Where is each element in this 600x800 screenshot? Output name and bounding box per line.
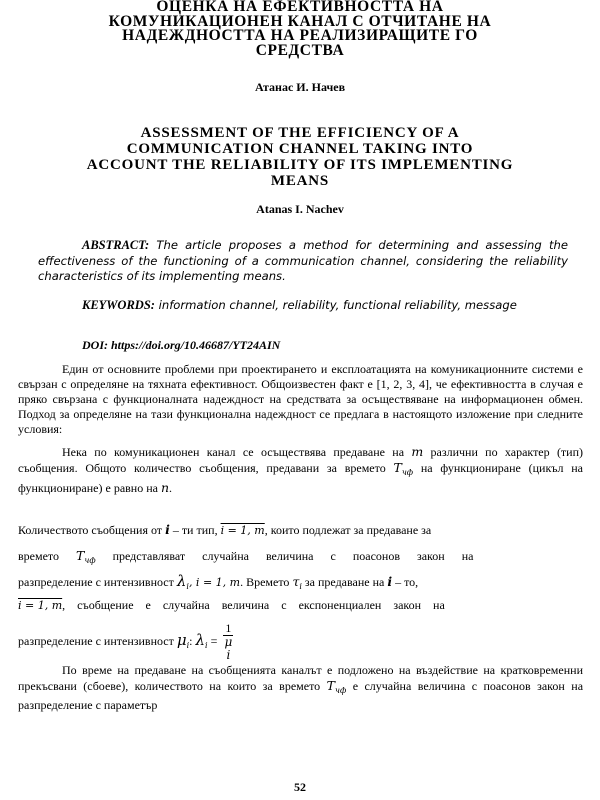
math-m: m xyxy=(411,444,424,459)
page-number: 52 xyxy=(294,780,306,794)
keywords-label: KEYWORDS: xyxy=(82,298,155,312)
title-en-line: COMMUNICATION CHANNEL TAKING INTO xyxy=(126,141,474,157)
title-bg-line: НАДЕЖДНОСТТА НА РЕАЛИЗИРАЩИТЕ ГО xyxy=(122,27,478,44)
abstract-text: The article proposes a method for determining and assessing the effectiveness of the functioning of a communication channel, considering the reliability characteristics of its implementing means. xyxy=(38,238,568,283)
math-range: i = 1, m xyxy=(220,524,265,537)
math-i: i xyxy=(165,522,170,537)
math-n: n xyxy=(160,480,170,495)
author-bulgarian: Атанас И. Начев xyxy=(254,80,346,94)
title-en-line: MEANS xyxy=(270,173,330,189)
math-T: $T_{чф}$ xyxy=(393,460,414,477)
line-distribution xyxy=(18,574,583,594)
text-run: , които подлежат за предаване за xyxy=(264,523,432,537)
doi-link[interactable]: DOI: https://doi.org/10.46687/YT24AIN xyxy=(82,338,281,352)
keywords-text: information channel, reliability, functional reliability, message xyxy=(158,298,517,312)
text-run: разпределение с интензивност xyxy=(18,633,174,648)
math-range: i = 1, m xyxy=(18,599,63,612)
text-run: различни по характер (тип) съобщения. Общото количество съобщения, предавани за времето xyxy=(18,445,584,475)
line-mu-intensity: разпределение с интензивност $\mu_i$: $\lambda_i$ = 1 μ i xyxy=(18,621,233,662)
title-english xyxy=(10,125,590,189)
body-paragraph-2: Нека по комуникационен канал се осъществява предаване на m различни по характер (тип) съобщения. Общото количество съобщения, предавани за времето $T_{чф}$ на функциониране (цикъл на функциониране) е равно на n. xyxy=(18,444,584,495)
math-lambda: $\lambda_i$ xyxy=(176,572,189,591)
text-run: времето xyxy=(18,549,59,563)
math-lambda: $\lambda_i$ xyxy=(195,630,208,650)
title-en-line: ACCOUNT THE RELIABILITY OF ITS IMPLEMENTING xyxy=(86,157,514,173)
title-bg-line: КОМУНИКАЦИОНЕН КАНАЛ С ОТЧИТАНЕ НА xyxy=(108,12,492,30)
body-paragraph-3 xyxy=(18,663,583,713)
abstract-label: ABSTRACT: xyxy=(82,238,150,252)
text-run: представляват случайна величина с поасонов закон на xyxy=(112,549,474,563)
text-run: за предаване на xyxy=(304,575,385,589)
text-run: Количеството съобщения от xyxy=(18,523,163,537)
title-bg-line: ОЦЕНКА НА ЕФЕКТИВНОСТТА НА xyxy=(156,0,444,15)
line-exponential xyxy=(18,598,583,613)
math-T: $T_{чф}$ xyxy=(326,678,347,695)
abstract xyxy=(38,238,568,285)
math-tau: $\tau_i$ xyxy=(292,574,302,591)
text-run: , съобщение е случайна величина с експоненциален закон на xyxy=(62,598,445,612)
fraction-denominator: μ i xyxy=(224,635,233,662)
text-run: е случайна величина с поасонов закон на разпределение с параметър xyxy=(18,679,584,712)
text-run: – то, xyxy=(395,575,419,589)
text-run: : xyxy=(189,633,193,648)
math-range: , i = 1, m xyxy=(188,576,241,589)
body-paragraph-1 xyxy=(18,362,583,437)
fraction-numerator: 1 xyxy=(225,621,232,635)
paragraph-text: Един от основните проблеми при проектирането и експлоатацията на комуникационните системи е свързан с определяне на тяхната ефективност. Общоизвестен факт е [1, 2, 3, 4], че ефективността в случая е пряко свързана с функционалната надеждност на средствата за осъществяване на информационен обмен. Подход за определяне на тази функционална надеждност се предлага в настоящото изложение при следните условия: xyxy=(18,362,583,436)
keywords xyxy=(38,297,568,314)
title-en-line: ASSESSMENT OF THE EFFICIENCY OF A xyxy=(140,125,460,141)
text-run: на функциониране (цикъл на функциониране) е равно на xyxy=(18,461,583,495)
math-fraction xyxy=(223,622,233,662)
text-run: Нека по комуникационен канал се осъществява предаване на xyxy=(62,445,405,459)
line-message-quantity xyxy=(18,522,583,538)
text-run: . Времето xyxy=(240,575,290,589)
text-run: По време на предаване на съобщенията каналът е подложено на въздействие на кратковременни прекъсвани (сбоеве), количеството на които за времето xyxy=(18,663,583,693)
title-bulgarian xyxy=(40,0,560,58)
author-english: Atanas I. Nachev xyxy=(256,202,344,216)
math-i: i xyxy=(387,574,393,589)
math-T: $T_{чф}$ xyxy=(76,548,96,565)
title-bg-line: СРЕДСТВА xyxy=(255,41,345,59)
text-run: разпределение с интензивност xyxy=(18,575,174,589)
math-mu: $\mu_i$ xyxy=(176,630,190,650)
line-time xyxy=(18,548,583,568)
text-run: – ти тип, xyxy=(172,523,218,537)
